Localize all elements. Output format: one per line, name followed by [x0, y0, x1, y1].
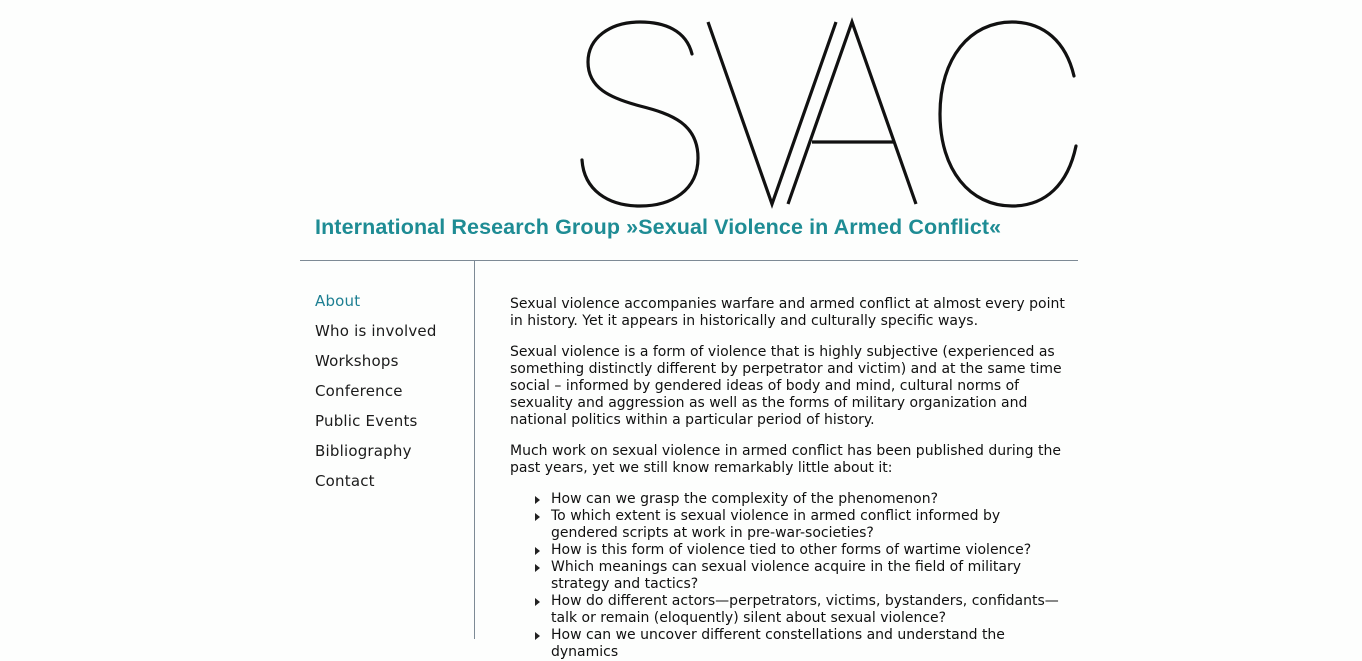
header-divider [300, 260, 1078, 261]
nav-item-about[interactable]: About [315, 292, 361, 310]
nav-item-public-events[interactable]: Public Events [315, 412, 418, 430]
list-item-text: How can we uncover different constellations and understand the dynamics [551, 627, 1005, 660]
intro-paragraph: Sexual violence accompanies warfare and armed conflict at almost every point in history. Yet it appears in historically and culturally specific ways. [510, 296, 1065, 329]
svac-logo[interactable] [580, 18, 1080, 210]
site-header [300, 0, 1078, 260]
sidebar-divider [474, 261, 475, 639]
nav-item-workshops[interactable]: Workshops [315, 352, 399, 370]
nav-item-who-is-involved[interactable]: Who is involved [315, 322, 437, 340]
triangle-bullet-icon [535, 513, 540, 521]
list-item [551, 508, 1070, 542]
questions-list [510, 491, 1070, 661]
list-item [551, 542, 1070, 559]
list-item-text: Which meanings can sexual violence acquire in the field of military strategy and tactics? [551, 559, 1022, 592]
triangle-bullet-icon [535, 547, 540, 555]
nav-item-bibliography[interactable]: Bibliography [315, 442, 412, 460]
research-paragraph: Much work on sexual violence in armed conflict has been published during the past years, yet we still know remarkably little about it: [510, 443, 1061, 476]
triangle-bullet-icon [535, 598, 540, 606]
list-item [551, 593, 1070, 627]
nav-item-contact[interactable]: Contact [315, 472, 375, 490]
list-item-text: To which extent is sexual violence in armed conflict informed by gendered scripts at work in pre-war-societies? [551, 508, 1001, 541]
site-subtitle: International Research Group »Sexual Violence in Armed Conflict« [315, 215, 1002, 239]
list-item [551, 627, 1070, 661]
list-item-text: How is this form of violence tied to other forms of wartime violence? [551, 542, 1032, 558]
main-nav [315, 290, 437, 500]
list-item [551, 491, 1070, 508]
list-item-text: How can we grasp the complexity of the phenomenon? [551, 491, 939, 507]
triangle-bullet-icon [535, 496, 540, 504]
definition-paragraph: Sexual violence is a form of violence that is highly subjective (experienced as something distinctly different by perpetrator and victim) and at the same time social – informed by gendered ideas of body and mind, cultural norms of sexuality and aggression as well as the forms of military organization and national politics within a particular period of history. [510, 344, 1062, 428]
triangle-bullet-icon [535, 632, 540, 640]
list-item [551, 559, 1070, 593]
nav-item-conference[interactable]: Conference [315, 382, 403, 400]
main-content [510, 296, 1070, 661]
list-item-text: How do different actors—perpetrators, victims, bystanders, confidants—talk or remain (eloquently) silent about sexual violence? [551, 593, 1059, 626]
triangle-bullet-icon [535, 564, 540, 572]
